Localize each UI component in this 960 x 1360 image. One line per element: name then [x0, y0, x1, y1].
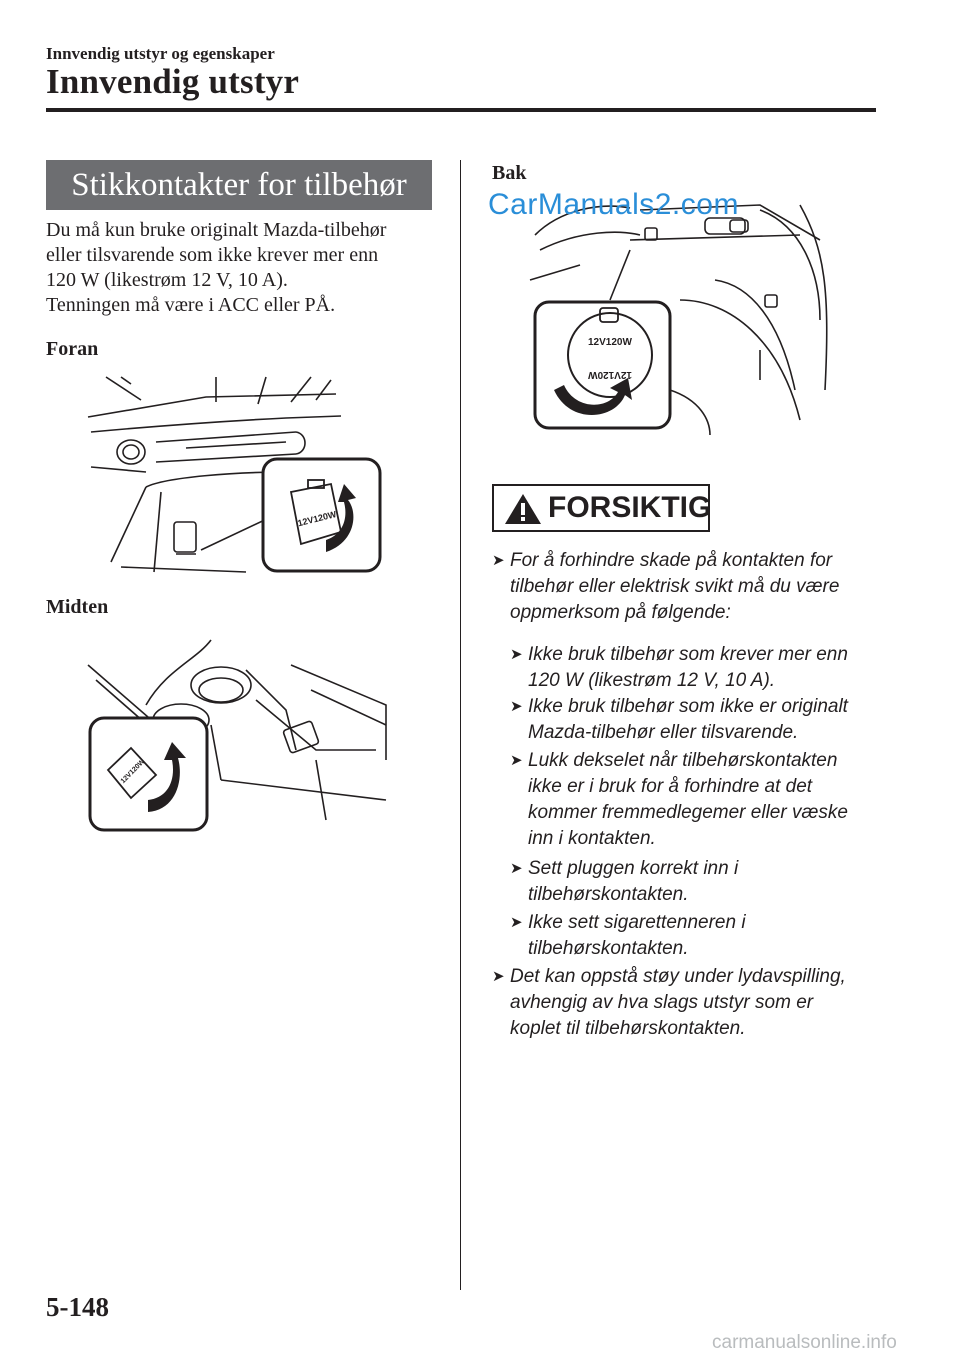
column-divider: [460, 160, 461, 1290]
arrow-bullet-icon: ➤: [510, 860, 523, 877]
svg-text:12V120W: 12V120W: [588, 369, 632, 380]
caution-line: tilbehørskontakten.: [528, 884, 689, 905]
caution-line: oppmerksom på følgende:: [510, 602, 731, 623]
arrow-bullet-icon: ➤: [510, 646, 523, 663]
caution-line: Lukk dekselet når tilbehørskontakten: [528, 750, 838, 771]
front-label: Foran: [46, 338, 99, 360]
intro-line: Tenningen må være i ACC eller PÅ.: [46, 294, 336, 316]
arrow-bullet-icon: ➤: [492, 552, 505, 569]
caution-subitem: [510, 748, 890, 852]
page-title: Innvendig utstyr: [46, 62, 300, 101]
caution-line: Mazda-tilbehør eller tilsvarende.: [528, 722, 799, 743]
caution-item: [492, 964, 892, 1042]
middle-socket-illustration: [86, 630, 396, 835]
intro-line: eller tilsvarende som ikke krever mer enn: [46, 244, 379, 266]
caution-box: [492, 484, 710, 532]
arrow-bullet-icon: ➤: [510, 752, 523, 769]
svg-text:12V120W: 12V120W: [296, 509, 338, 529]
caution-line: Sett pluggen korrekt inn i: [528, 858, 739, 879]
footer-site-watermark: carmanualsonline.info: [712, 1332, 897, 1353]
caution-line: Det kan oppstå støy under lydavspilling,: [510, 966, 846, 987]
caution-line: For å forhindre skade på kontakten for: [510, 550, 833, 571]
intro-text: [46, 218, 446, 318]
caution-item: [492, 548, 892, 626]
caution-line: inn i kontakten.: [528, 828, 656, 849]
front-socket-illustration: [86, 372, 386, 577]
caution-subitem: [510, 856, 890, 908]
page-number: 5-148: [46, 1292, 109, 1322]
caution-line: tilbehørskontakten.: [528, 938, 689, 959]
warning-triangle-icon: [504, 493, 542, 525]
chapter-heading: Innvendig utstyr og egenskaper: [46, 44, 275, 63]
caution-line: avhengig av hva slags utstyr som er: [510, 992, 814, 1013]
arrow-bullet-icon: ➤: [510, 914, 523, 931]
rear-label: Bak: [492, 162, 527, 184]
section-banner: Stikkontakter for tilbehør: [46, 160, 432, 210]
caution-line: Ikke sett sigarettenneren i: [528, 912, 746, 933]
caution-line: ikke er i bruk for å forhindre at det: [528, 776, 813, 797]
rear-socket-illustration: [520, 190, 840, 440]
svg-text:12V120W: 12V120W: [588, 337, 632, 348]
svg-text:12V120W: 12V120W: [119, 758, 147, 786]
caution-heading: FORSIKTIG: [548, 491, 712, 524]
arrow-bullet-icon: ➤: [492, 968, 505, 985]
caution-line: koplet til tilbehørskontakten.: [510, 1018, 746, 1039]
watermark-text: CarManuals2.com: [488, 188, 739, 221]
intro-line: 120 W (likestrøm 12 V, 10 A).: [46, 269, 288, 291]
intro-line: Du må kun bruke originalt Mazda-tilbehør: [46, 219, 387, 241]
caution-line: Ikke bruk tilbehør som krever mer enn: [528, 644, 848, 665]
caution-line: Ikke bruk tilbehør som ikke er originalt: [528, 696, 848, 717]
middle-label: Midten: [46, 596, 109, 618]
caution-subitem: [510, 694, 890, 746]
header-rule: [46, 108, 876, 112]
caution-line: tilbehør eller elektrisk svikt må du være: [510, 576, 840, 597]
arrow-bullet-icon: ➤: [510, 698, 523, 715]
caution-line: kommer fremmedlegemer eller væske: [528, 802, 848, 823]
caution-line: 120 W (likestrøm 12 V, 10 A).: [528, 670, 776, 691]
caution-subitem: [510, 910, 890, 962]
caution-subitem: [510, 642, 890, 694]
